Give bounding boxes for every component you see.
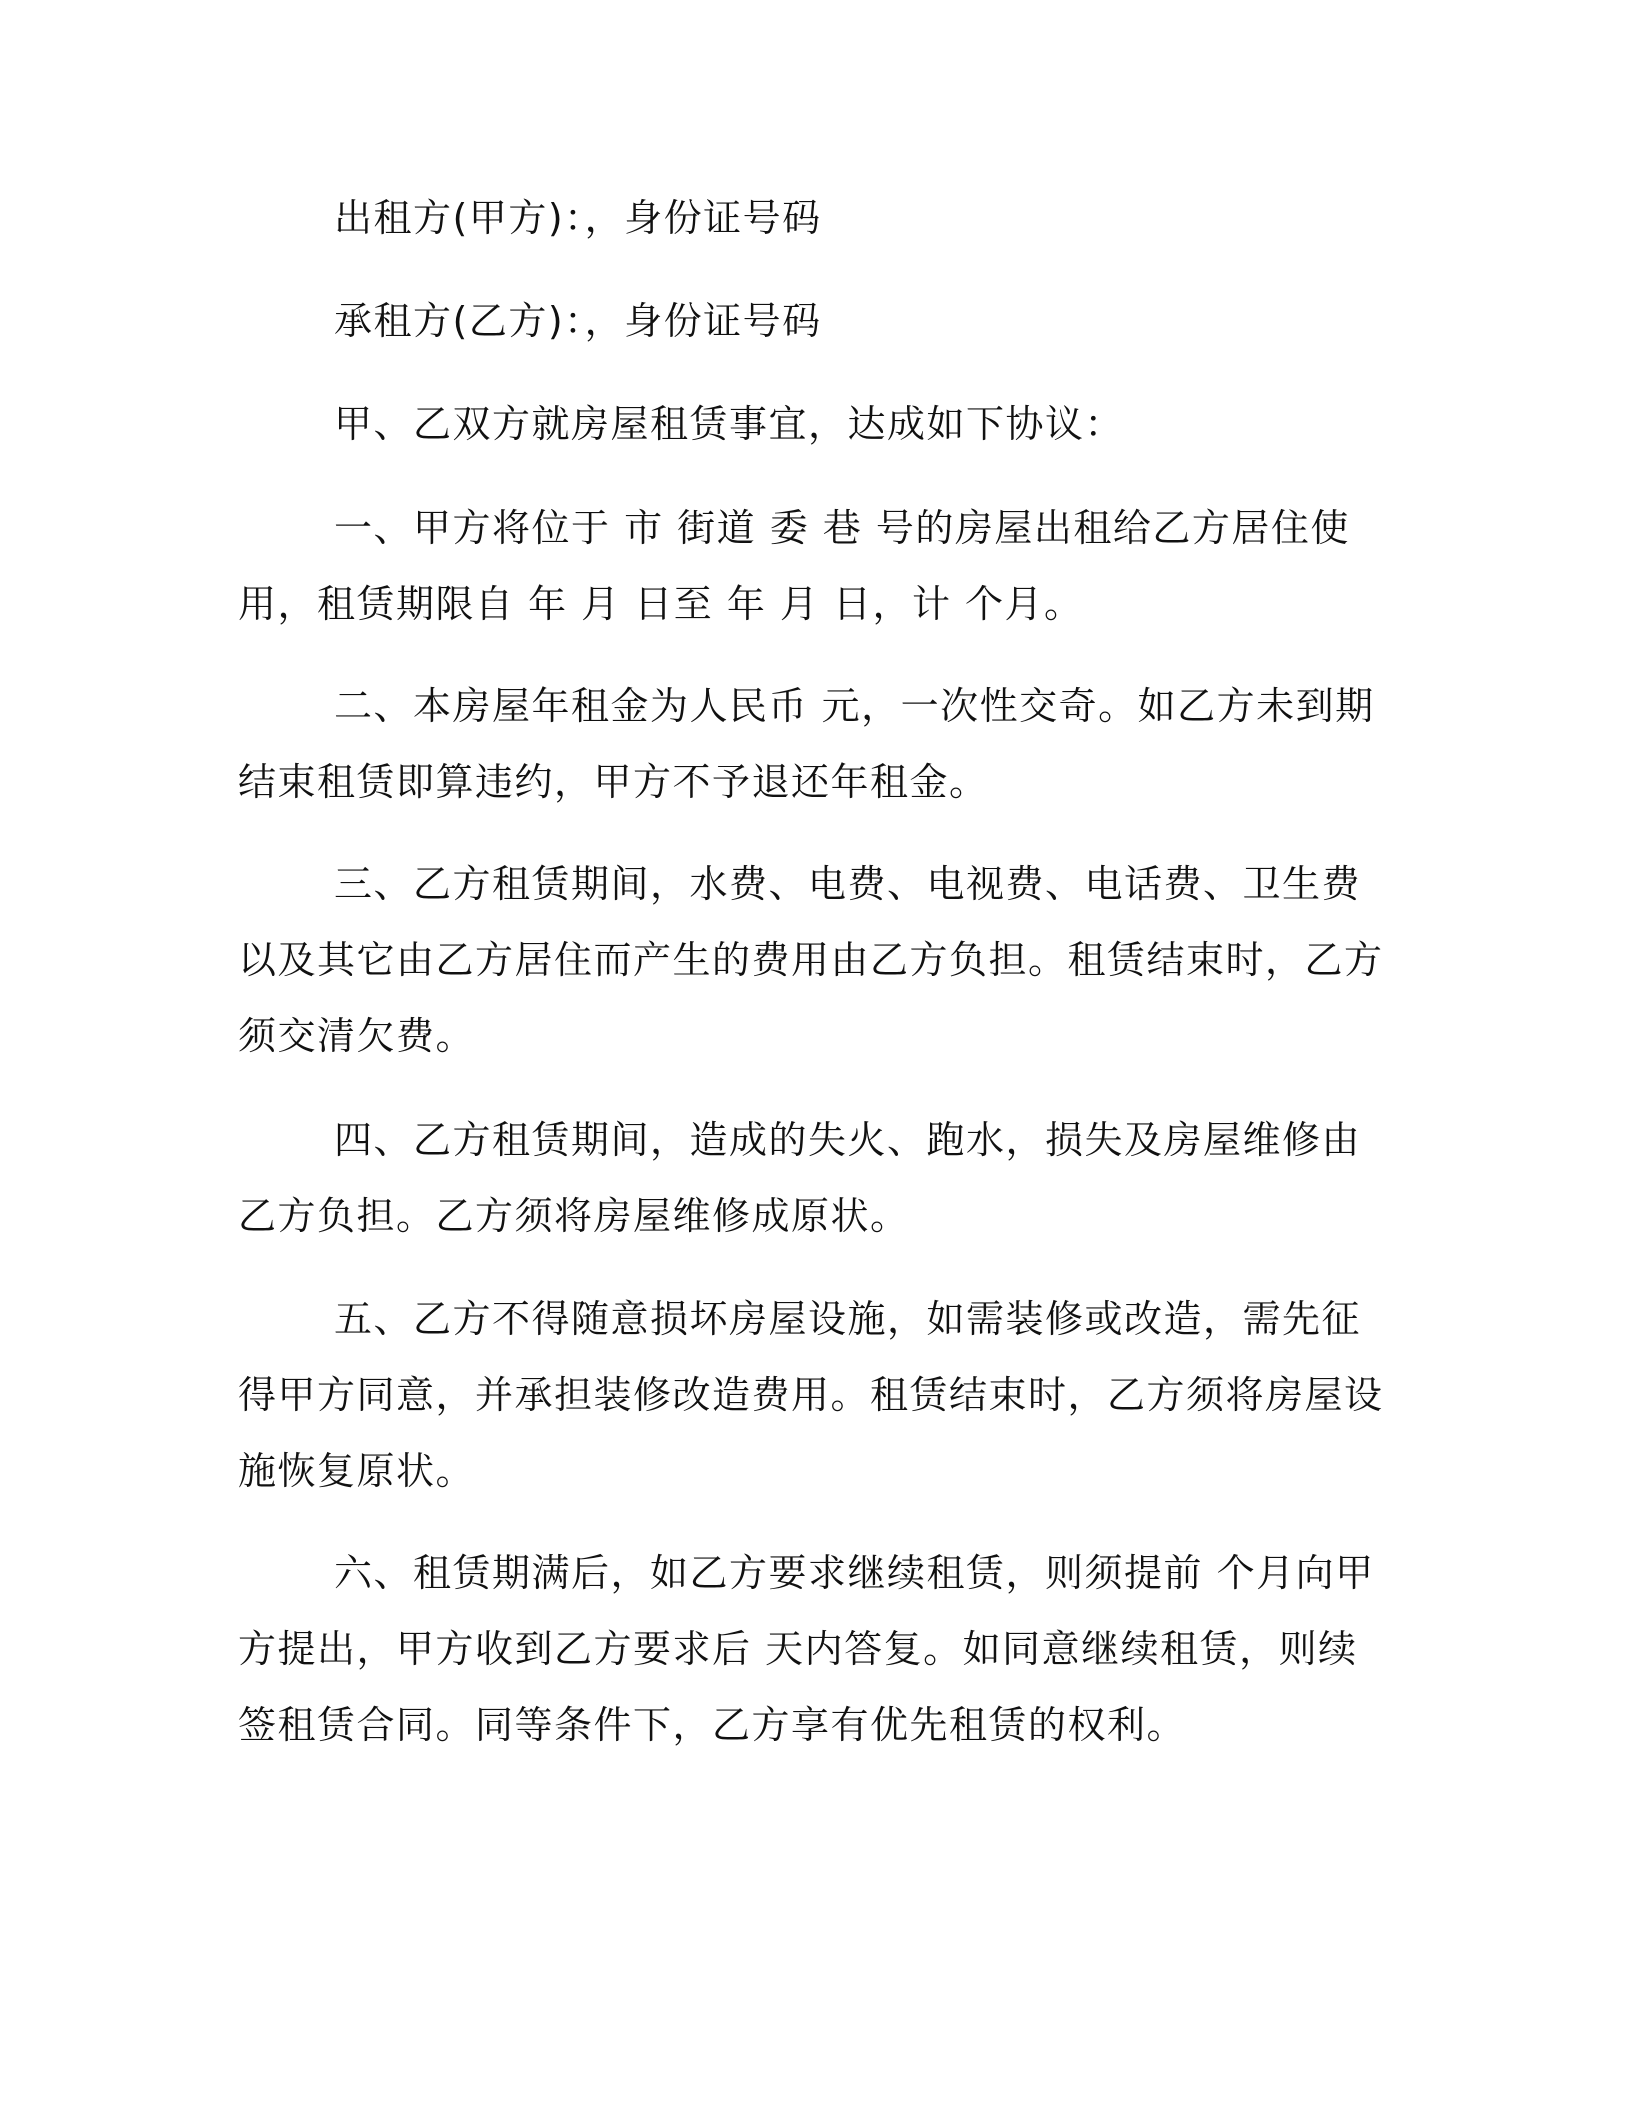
lessor-line: 出租方(甲方)：，身份证号码 <box>334 196 822 240</box>
clause-4: 四、乙方租赁期间，造成的失火、跑水，损失及房屋维修由乙方负担。乙方须将房屋维修成原状。 <box>238 1118 1362 1238</box>
agreement-intro: 甲、乙双方就房屋租赁事宜，达成如下协议： <box>334 402 1125 446</box>
clause-3: 三、乙方租赁期间，水费、电费、电视费、电话费、卫生费以及其它由乙方居住而产生的费用由乙方负担。租赁结束时，乙方须交清欠费。 <box>238 862 1384 1058</box>
clause-2: 二、本房屋年租金为人民币 元，一次性交奇。如乙方未到期结束租赁即算违约，甲方不予退还年租金。 <box>238 684 1375 804</box>
lessee-line: 承租方(乙方)：，身份证号码 <box>334 299 822 343</box>
clause-6: 六、租赁期满后，如乙方要求继续租赁，则须提前 个月向甲方提出，甲方收到乙方要求后 天内答复。如同意继续租赁，则续签租赁合同。同等条件下，乙方享有优先租赁的权利。 <box>238 1551 1375 1747</box>
clause-1: 一、甲方将位于 市 街道 委 巷 号的房屋出租给乙方居住使用，租赁期限自 年 月 日至 年 月 日，计 个月。 <box>238 506 1350 626</box>
clause-5: 五、乙方不得随意损坏房屋设施，如需装修或改造，需先征得甲方同意，并承担装修改造费用。租赁结束时，乙方须将房屋设施恢复原状。 <box>238 1297 1384 1493</box>
